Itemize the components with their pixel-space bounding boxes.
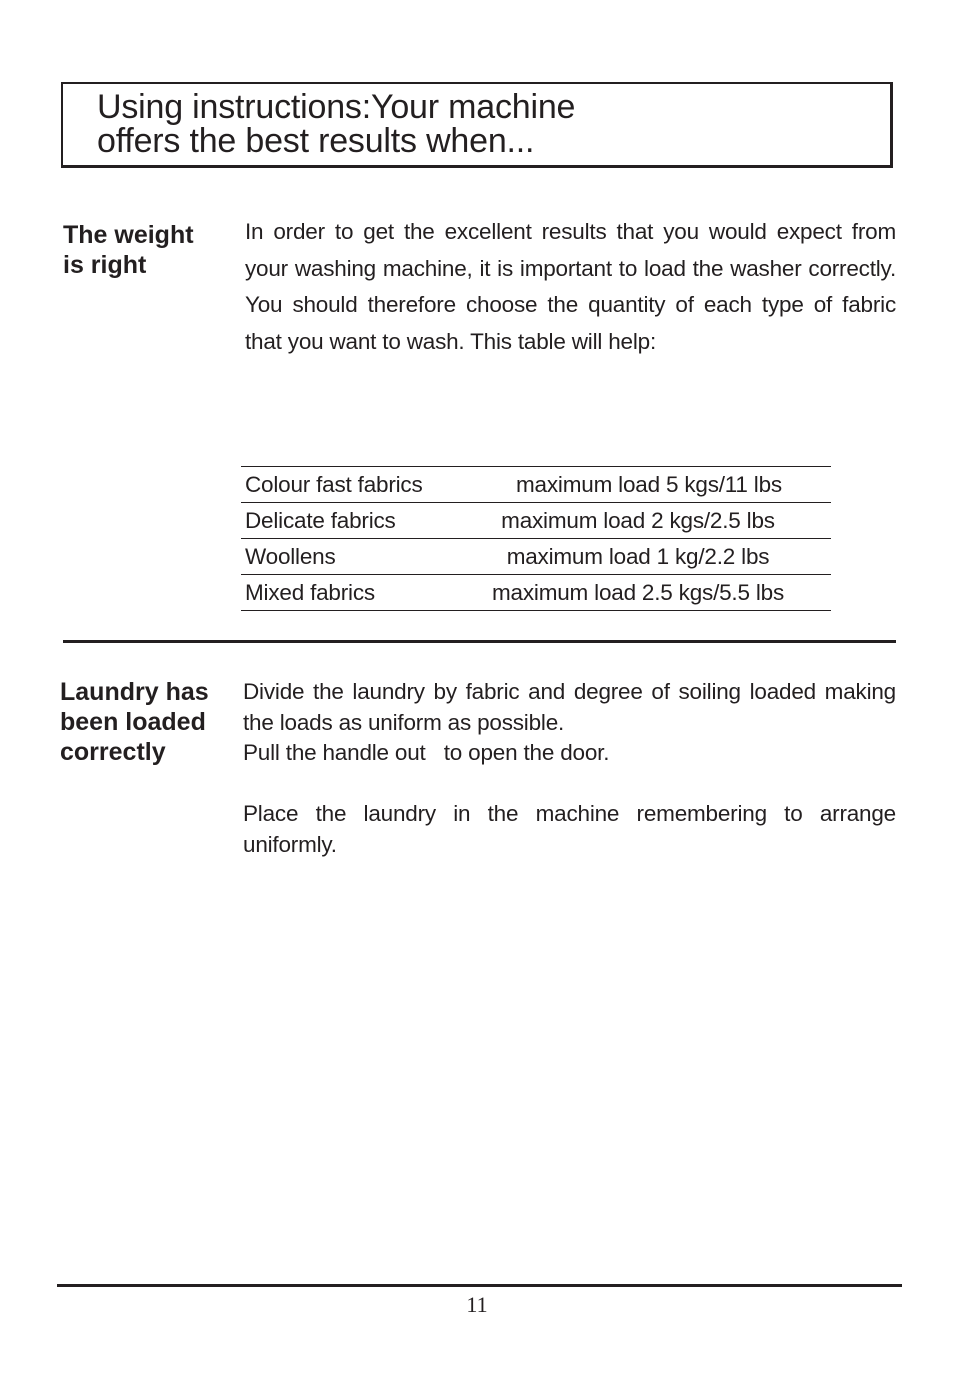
weight-heading-line-1: The weight (63, 221, 194, 249)
page-title-line-2: offers the best results when... (97, 122, 535, 160)
footer-rule (57, 1284, 902, 1287)
title-box (61, 82, 893, 168)
weight-heading-line-2: is right (63, 251, 147, 279)
fabric-type-cell: Colour fast fabrics (245, 471, 423, 497)
table-row (241, 503, 831, 539)
laundry-section-body (243, 677, 896, 860)
laundry-heading-line-1: Laundry has (60, 678, 209, 706)
laundry-heading-line-3: correctly (60, 738, 166, 766)
fabric-type-cell: Delicate fabrics (245, 507, 396, 533)
weight-section-heading (63, 220, 194, 280)
laundry-section-heading (60, 677, 209, 767)
max-load-cell: maximum load 1 kg/2.2 lbs (506, 543, 770, 569)
laundry-heading-line-2: been loaded (60, 708, 206, 736)
max-load-cell: maximum load 5 kgs/11 lbs (516, 471, 782, 497)
weight-section-body: In order to get the excellent results that you would expect from your washing machine, it is important to load the washer correctly. You should therefore choose the quantity of each type of fabric that you want to wash. This table will help: (245, 219, 896, 354)
max-load-cell: maximum load 2 kgs/2.5 lbs (501, 507, 775, 533)
paragraph-gap (243, 769, 896, 800)
max-load-cell: maximum load 2.5 kgs/5.5 lbs (491, 579, 785, 605)
laundry-body-paragraph-1: Divide the laundry by fabric and degree of soiling loaded making the loads as uniform as possible. (243, 679, 896, 735)
fabric-type-cell: Woollens (245, 543, 336, 569)
section-divider (63, 640, 896, 643)
table-row (241, 467, 831, 503)
laundry-body-door-line: Pull the handle out to open the door. (243, 740, 610, 765)
page-number: 11 (466, 1292, 488, 1317)
table-row (241, 575, 831, 611)
table-row (241, 539, 831, 575)
fabric-type-cell: Mixed fabrics (245, 579, 375, 605)
page-title (97, 90, 575, 158)
laundry-body-paragraph-2: Place the laundry in the machine remembering to arrange uniformly. (243, 801, 896, 857)
page-title-line-1: Using instructions:Your machine (97, 88, 576, 126)
fabric-load-table (241, 466, 831, 611)
